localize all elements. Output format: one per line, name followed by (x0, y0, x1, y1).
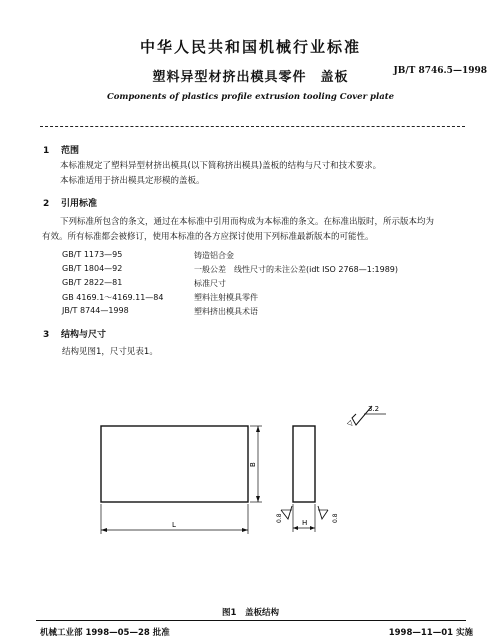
svg-text:▽: ▽ (345, 418, 356, 429)
footer-divider (36, 620, 466, 621)
roughness-symbol-overall (346, 405, 386, 428)
approval-date: 机械工业部 1998—05—28 批准 (40, 628, 170, 638)
svg-text:0.8: 0.8 (332, 513, 339, 523)
section-1-line-1: 本标准规定了塑料异型材挤出模具(以下简称挤出模具)盖板的结构与尺寸和技术要求。 (60, 161, 382, 171)
document-title: 塑料异型材挤出模具零件 盖板 (152, 70, 349, 85)
dimension-l (101, 504, 248, 534)
section-3-heading: 3 结构与尺寸 (43, 330, 107, 340)
side-view-outline (293, 426, 315, 502)
reference-item: GB/T 1804—92 一般公差 线性尺寸的未注公差(idt ISO 2768—1:1989) (62, 264, 399, 274)
roughness-symbol-right (318, 506, 339, 523)
section-2-heading: 2 引用标准 (43, 199, 98, 209)
front-view-outline (101, 426, 248, 502)
reference-item: GB/T 1173—95 铸造铝合金 (62, 250, 234, 260)
svg-text:3.2: 3.2 (368, 405, 380, 413)
section-1-line-2: 本标准适用于挤出模具定形模的盖板。 (60, 176, 205, 186)
section-2-line-2: 有效。所有标准都会被修订，使用本标准的各方应探讨使用下列标准最新版本的可能性。 (42, 232, 374, 242)
section-2-line-1: 下列标准所包含的条文，通过在本标准中引用而构成为本标准的条文。在标准出版时，所示版本均为 (60, 217, 435, 227)
section-3-line: 结构见图1，尺寸见表1。 (62, 347, 158, 357)
document-title-english: Components of plastics profile extrusion tooling Cover plate (106, 92, 395, 102)
svg-text:L: L (172, 521, 176, 529)
reference-item: JB/T 8744—1998 塑料挤出模具术语 (62, 306, 258, 316)
issuing-body: 中华人民共和国机械行业标准 (139, 38, 361, 56)
svg-text:0.8: 0.8 (276, 513, 283, 523)
effective-date: 1998—11—01 实施 (388, 628, 473, 638)
figure-caption: 图1 盖板结构 (222, 608, 279, 618)
roughness-symbol-left (276, 506, 292, 523)
standard-number: JB/T 8746.5—1998 (393, 66, 487, 76)
svg-text:H: H (302, 519, 308, 527)
reference-item: GB/T 2822—81 标准尺寸 (62, 278, 226, 288)
dimension-h (293, 504, 315, 532)
svg-text:B: B (249, 462, 257, 467)
dimension-b (249, 426, 262, 502)
section-1-heading: 1 范围 (43, 146, 80, 156)
reference-item: GB 4169.1～4169.11—84 塑料注射模具零件 (62, 293, 258, 302)
